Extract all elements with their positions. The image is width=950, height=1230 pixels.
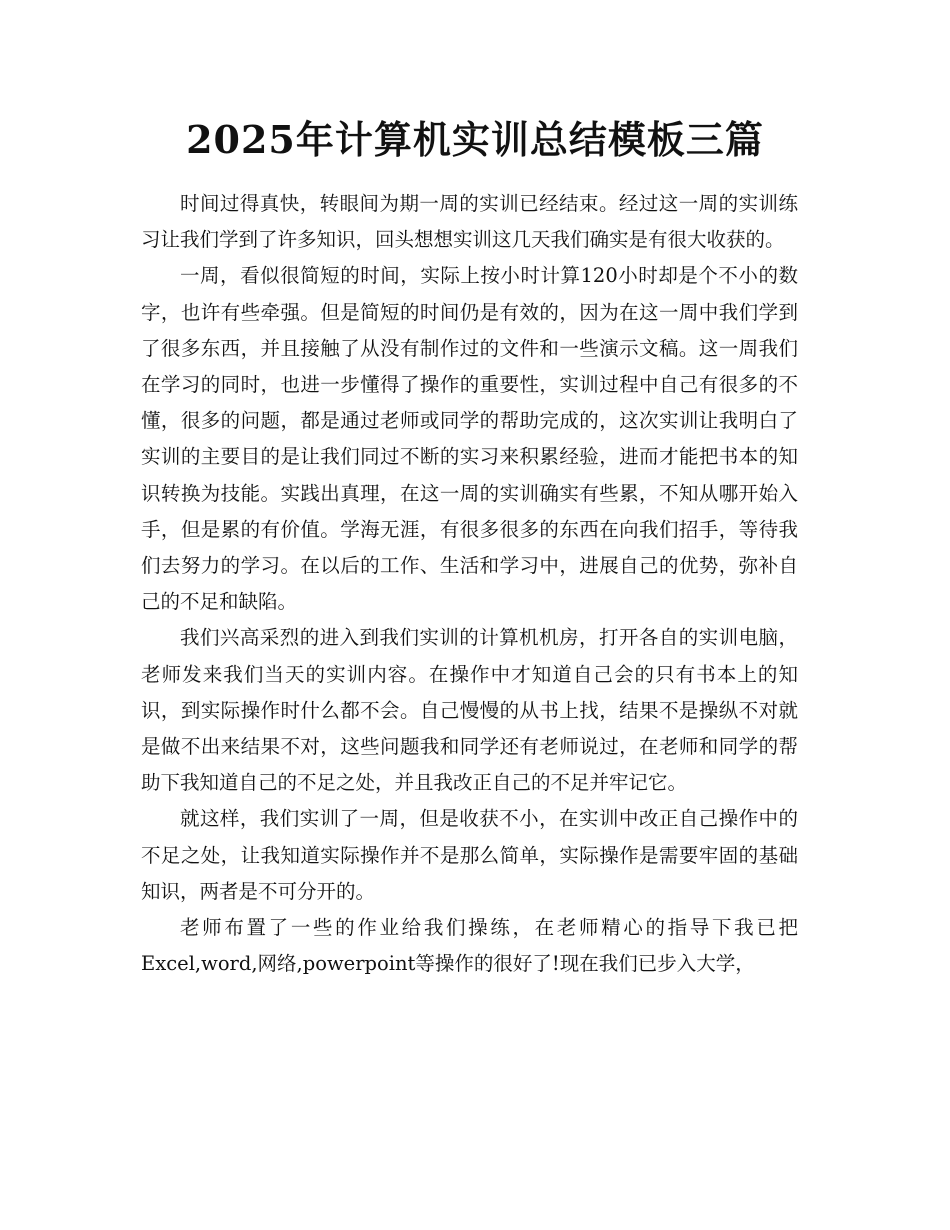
paragraph-1: 时间过得真快，转眼间为期一周的实训已经结束。经过这一周的实训练习让我们学到了许多知识，回头想想实训这几天我们确实是有很大收获的。 <box>141 192 798 252</box>
document-body <box>141 186 798 982</box>
paragraph-3: 我们兴高采烈的进入到我们实训的计算机机房，打开各自的实训电脑，老师发来我们当天的实训内容。在操作中才知道自己会的只有书本上的知识，到实际操作时什么都不会。自己慢慢的从书上找，结果不是操纵不对就是做不出来结果不对，这些问题我和同学还有老师说过，在老师和同学的帮助下我知道自己的不足之处，并且我改正自己的不足并牢记它。 <box>141 626 798 795</box>
document-title: 2025年计算机实训总结模板三篇 <box>186 117 764 162</box>
paragraph-5: 老师布置了一些的作业给我们操练，在老师精心的指导下我已把Excel,word,网络,powerpoint等操作的很好了!现在我们已步入大学， <box>141 916 798 976</box>
paragraph-4: 就这样，我们实训了一周，但是收获不小，在实训中改正自己操作中的不足之处，让我知道实际操作并不是那么简单，实际操作是需要牢固的基础知识，两者是不可分开的。 <box>141 807 798 903</box>
paragraph-2: 一周，看似很简短的时间，实际上按小时计算120小时却是个不小的数字，也许有些牵强。但是简短的时间仍是有效的，因为在这一周中我们学到了很多东西，并且接触了从没有制作过的文件和一些演示文稿。这一周我们在学习的同时，也进一步懂得了操作的重要性，实训过程中自己有很多的不懂，很多的问题，都是通过老师或同学的帮助完成的，这次实训让我明白了实训的主要目的是让我们同过不断的实习来积累经验，进而才能把书本的知识转换为技能。实践出真理，在这一周的实训确实有些累，不知从哪开始入手，但是累的有价值。学海无涯，有很多很多的东西在向我们招手，等待我们去努力的学习。在以后的工作、生活和学习中，进展自己的优势，弥补自己的不足和缺陷。 <box>141 264 798 614</box>
